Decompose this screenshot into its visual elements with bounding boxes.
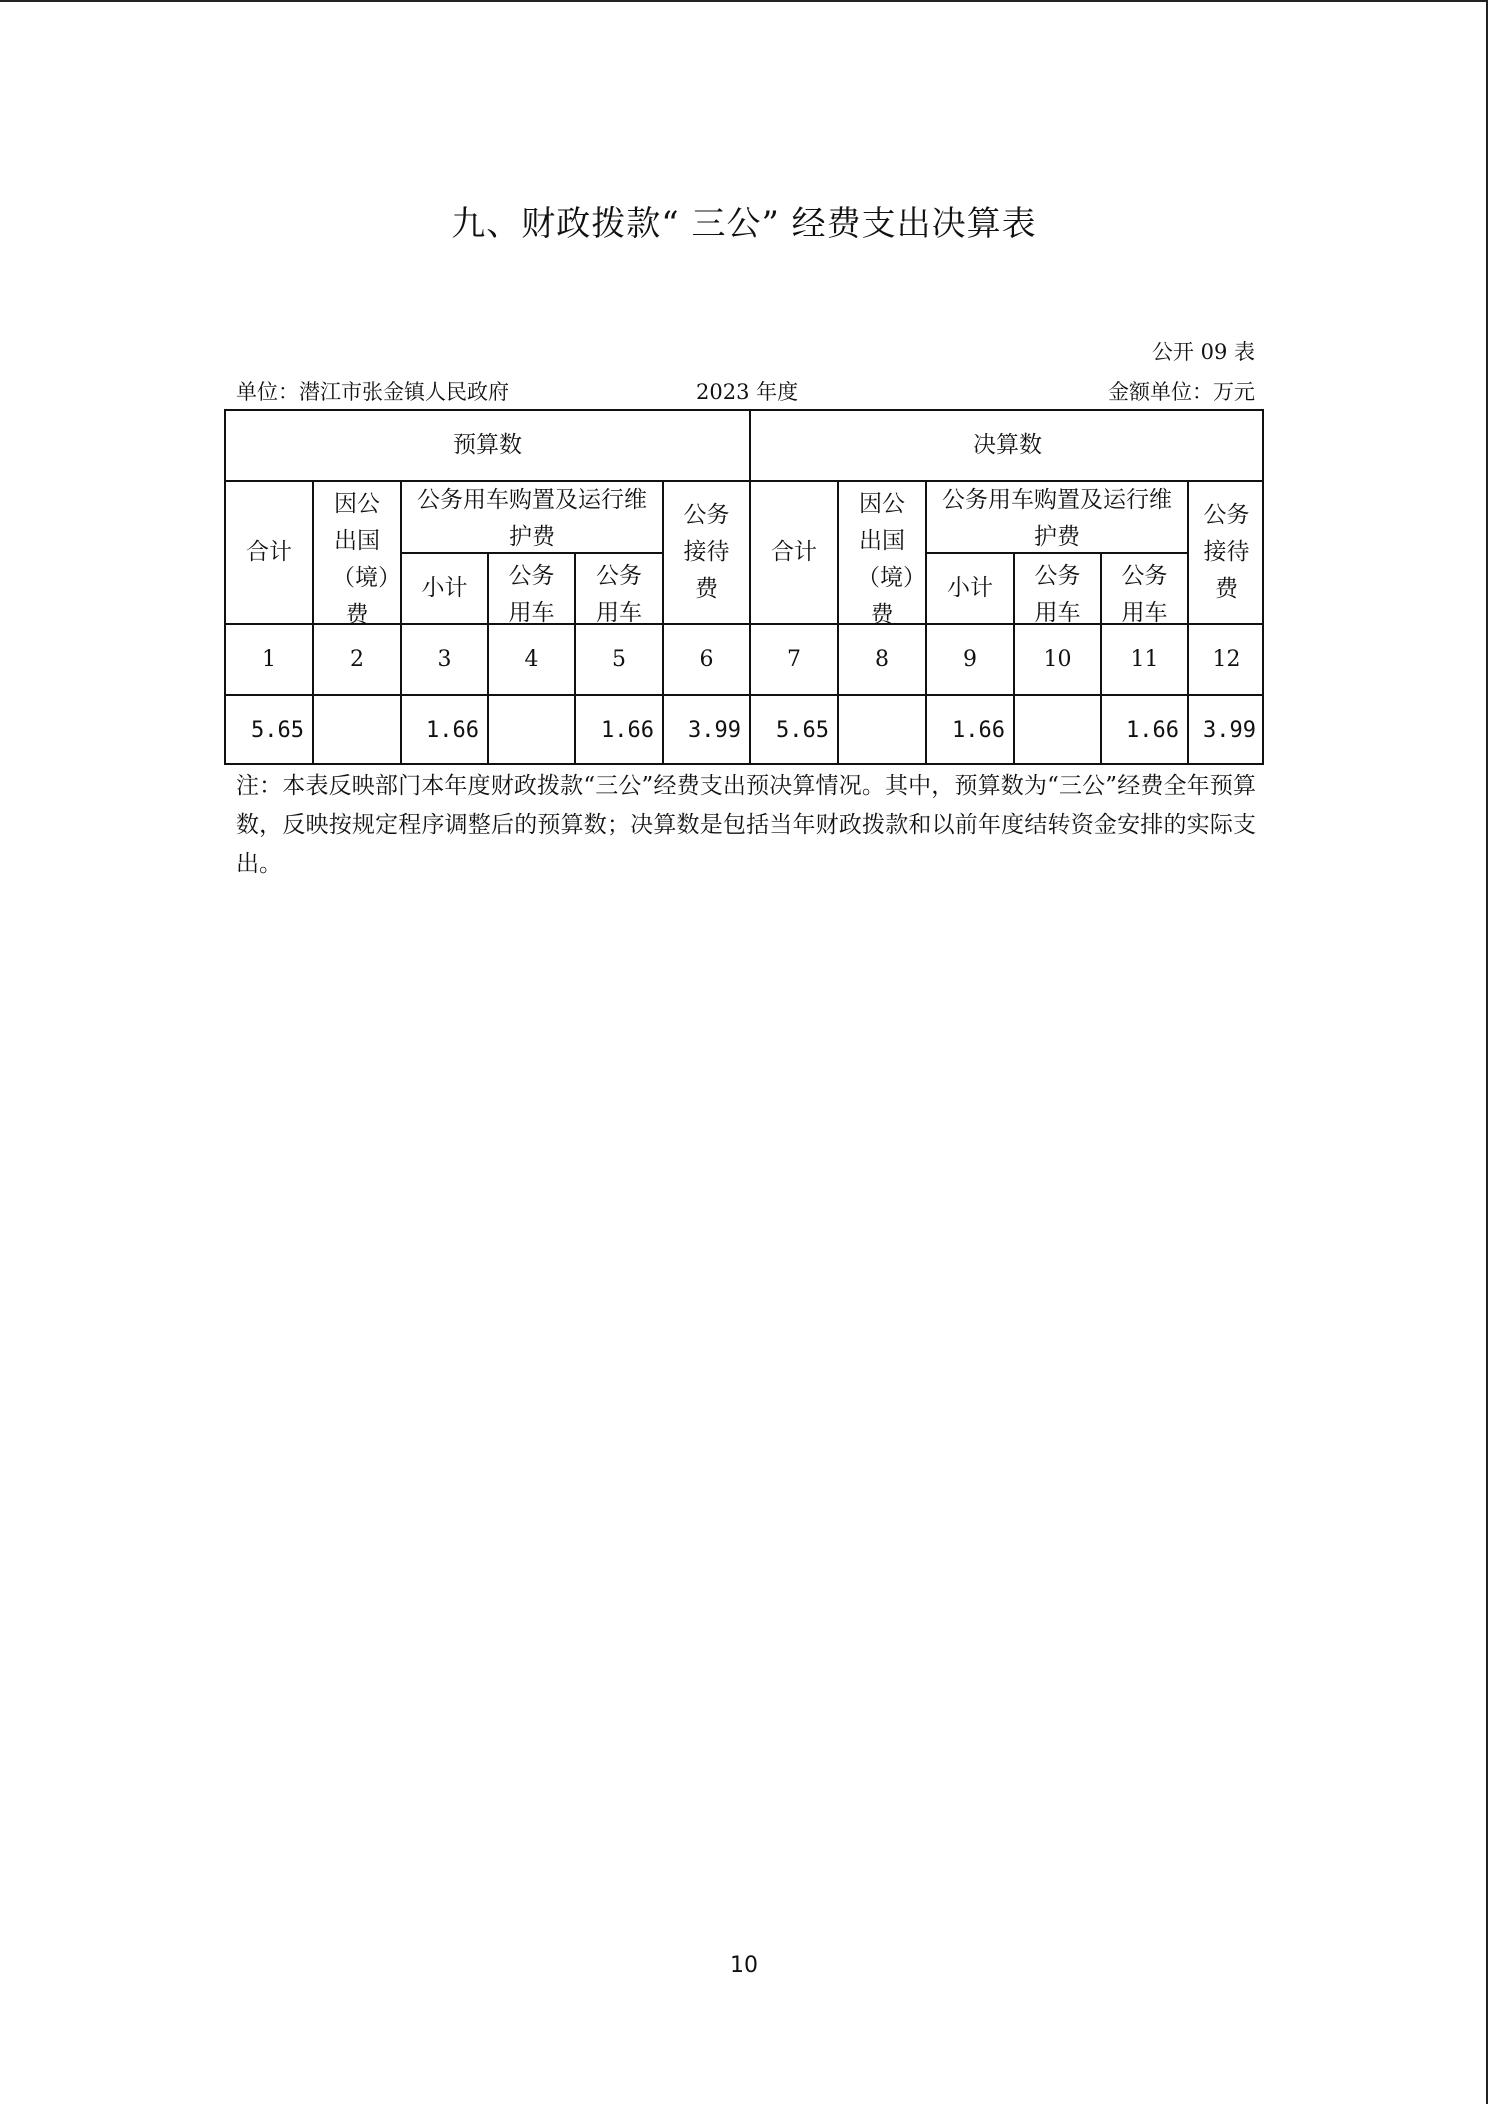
value-cell: 1.66 (925, 694, 1013, 765)
value-cell (1013, 694, 1100, 765)
index-cell: 4 (487, 623, 574, 694)
final-abroad-header: 因公出国（境）费 (837, 480, 925, 623)
index-cell: 1 (224, 623, 312, 694)
index-cell: 10 (1013, 623, 1100, 694)
final-vehicle-run-header: 公务用车 (1100, 552, 1187, 623)
value-cell: 5.65 (224, 694, 312, 765)
year-label: 2023 年度 (696, 380, 799, 404)
final-total-header: 合计 (749, 480, 837, 623)
index-cell: 2 (312, 623, 400, 694)
final-header: 决算数 (749, 409, 1264, 480)
table-bottom-border (224, 763, 1264, 765)
budget-vehicle-group-header: 公务用车购置及运行维护费 (400, 480, 662, 552)
value-cell (837, 694, 925, 765)
expenditure-table (224, 409, 1264, 765)
final-vehicle-purchase-header: 公务用车 (1013, 552, 1100, 623)
index-cell: 11 (1100, 623, 1187, 694)
value-cell (312, 694, 400, 765)
budget-abroad-header: 因公出国（境）费 (312, 480, 400, 623)
index-cell: 12 (1187, 623, 1264, 694)
value-cell: 3.99 (662, 694, 749, 765)
value-cell: 1.66 (574, 694, 662, 765)
value-cell (487, 694, 574, 765)
page-number: 10 (730, 1953, 758, 1978)
budget-subtotal-header: 小计 (400, 552, 487, 623)
unit-label: 单位：潜江市张金镇人民政府 (236, 380, 509, 404)
value-cell: 5.65 (749, 694, 837, 765)
index-cell: 7 (749, 623, 837, 694)
page-top-border (0, 0, 1488, 2)
index-cell: 3 (400, 623, 487, 694)
index-cell: 8 (837, 623, 925, 694)
final-vehicle-group-header: 公务用车购置及运行维护费 (925, 480, 1187, 552)
page-title: 九、财政拨款“ 三公” 经费支出决算表 (451, 204, 1037, 244)
index-cell: 5 (574, 623, 662, 694)
table-note: 注：本表反映部门本年度财政拨款“三公”经费支出预决算情况。其中，预算数为“三公”经费全年预算数，反映按规定程序调整后的预算数；决算数是包括当年财政拨款和以前年度结转资金安排的实际支出。 (236, 773, 1256, 877)
budget-total-header: 合计 (224, 480, 312, 623)
budget-vehicle-run-header: 公务用车 (574, 552, 662, 623)
table-right-border (1262, 409, 1264, 765)
table-code: 公开 09 表 (1151, 340, 1255, 364)
budget-vehicle-purchase-header: 公务用车 (487, 552, 574, 623)
final-reception-header: 公务接待费 (1187, 480, 1264, 623)
index-cell: 9 (925, 623, 1013, 694)
value-cell: 1.66 (1100, 694, 1187, 765)
budget-reception-header: 公务接待费 (662, 480, 749, 623)
budget-header: 预算数 (224, 409, 749, 480)
value-cell: 3.99 (1187, 694, 1264, 765)
currency-label: 金额单位：万元 (1108, 380, 1255, 404)
index-cell: 6 (662, 623, 749, 694)
value-cell: 1.66 (400, 694, 487, 765)
final-subtotal-header: 小计 (925, 552, 1013, 623)
